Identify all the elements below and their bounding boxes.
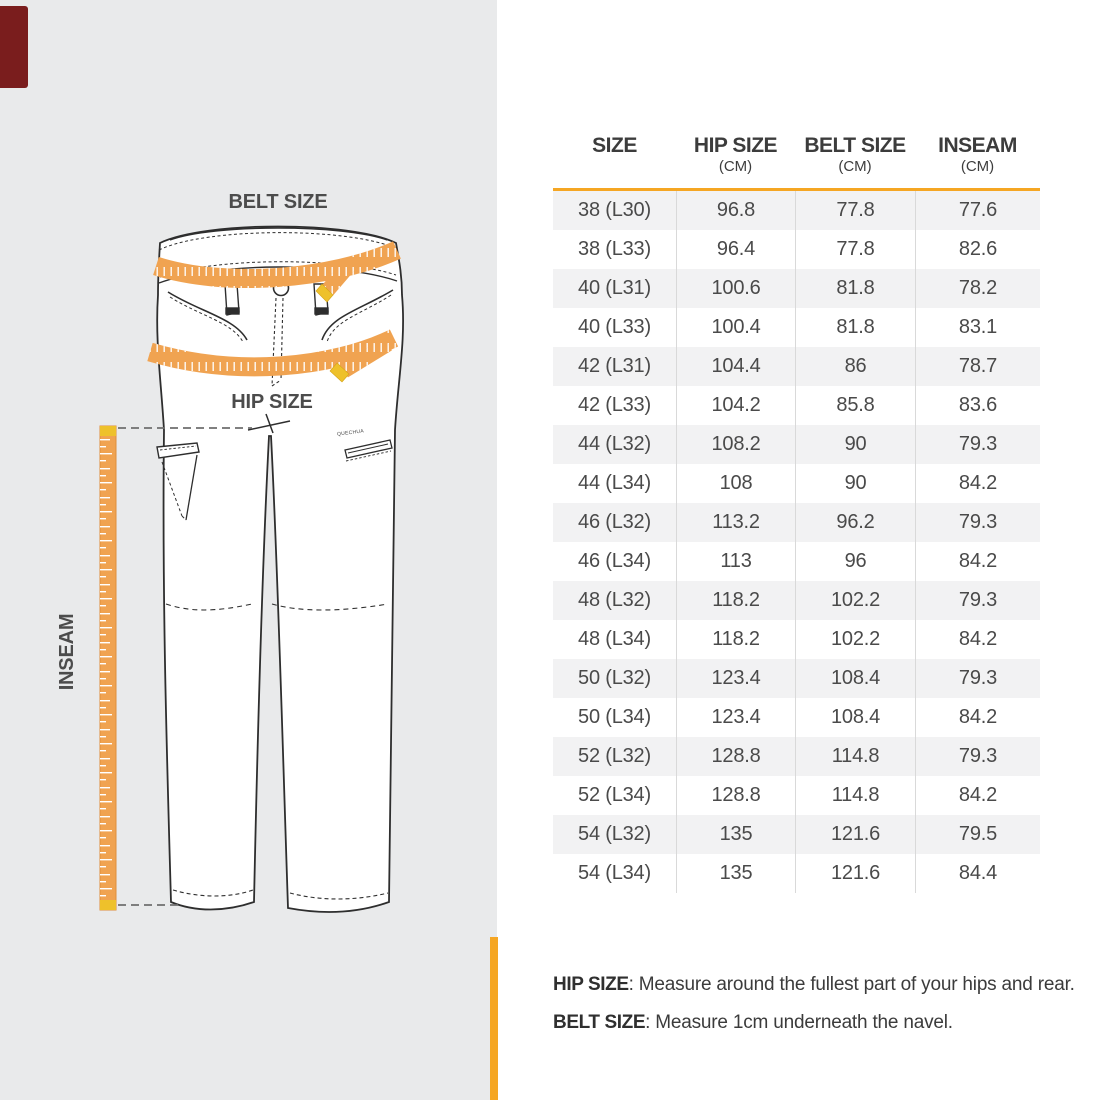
size-cell: 38 (L30) — [578, 199, 651, 221]
inseam-cell: 79.5 — [915, 815, 1040, 854]
belt-cell: 96 — [795, 542, 915, 581]
hip-cell: 135 — [676, 815, 795, 854]
belt-cell: 85.8 — [795, 386, 915, 425]
table-row — [553, 776, 1040, 815]
inseam-cell: 79.3 — [915, 425, 1040, 464]
table-body — [553, 191, 1040, 893]
table-row — [553, 581, 1040, 620]
inseam-label: INSEAM — [56, 613, 78, 691]
size-cell: 50 (L34) — [578, 706, 651, 728]
size-cell: 50 (L32) — [578, 667, 651, 689]
brand-label: QUECHUA — [336, 428, 365, 438]
inseam-cell: 78.7 — [915, 347, 1040, 386]
table-row — [553, 425, 1040, 464]
inseam-cell: 79.3 — [915, 503, 1040, 542]
hip-cell: 104.2 — [676, 386, 795, 425]
size-cell: 46 (L32) — [578, 511, 651, 533]
table-row — [553, 191, 1040, 230]
inseam-cell: 84.2 — [915, 542, 1040, 581]
size-cell: 42 (L31) — [578, 355, 651, 377]
belt-cell: 121.6 — [795, 815, 915, 854]
table-row — [553, 269, 1040, 308]
hip-cell: 135 — [676, 854, 795, 893]
inseam-cell: 82.6 — [915, 230, 1040, 269]
table-row — [553, 698, 1040, 737]
size-cell: 40 (L33) — [578, 316, 651, 338]
size-cell: 48 (L34) — [578, 628, 651, 650]
hip-cell: 104.4 — [676, 347, 795, 386]
hip-cell: 123.4 — [676, 698, 795, 737]
table-row — [553, 386, 1040, 425]
size-cell: 52 (L34) — [578, 784, 651, 806]
inseam-cell: 79.3 — [915, 659, 1040, 698]
table-header — [553, 134, 1040, 176]
belt-cell: 96.2 — [795, 503, 915, 542]
hip-cell: 118.2 — [676, 620, 795, 659]
size-table — [553, 134, 1040, 893]
footnotes — [553, 966, 1075, 1042]
belt-cell: 114.8 — [795, 776, 915, 815]
hip-cell: 96.8 — [676, 191, 795, 230]
inseam-cell: 79.3 — [915, 581, 1040, 620]
belt-cell: 108.4 — [795, 659, 915, 698]
belt-size-label: BELT SIZE — [228, 191, 328, 213]
belt-cell: 90 — [795, 464, 915, 503]
table-row — [553, 659, 1040, 698]
size-cell: 42 (L33) — [578, 394, 651, 416]
inseam-cell: 84.2 — [915, 620, 1040, 659]
hip-cell: 96.4 — [676, 230, 795, 269]
size-cell: 52 (L32) — [578, 745, 651, 767]
table-row — [553, 464, 1040, 503]
hip-cell: 113 — [676, 542, 795, 581]
corner-color-swatch — [0, 6, 28, 88]
column-header-inseam: INSEAM (CM) — [938, 134, 1017, 175]
table-row — [553, 503, 1040, 542]
belt-size-note: BELT SIZE: Measure 1cm underneath the navel. — [553, 1012, 953, 1033]
table-row — [553, 308, 1040, 347]
table-row — [553, 854, 1040, 893]
column-header-hip: HIP SIZE (CM) — [693, 134, 778, 175]
hip-size-label: HIP SIZE — [231, 391, 313, 413]
table-row — [553, 737, 1040, 776]
table-row — [553, 347, 1040, 386]
hip-cell: 118.2 — [676, 581, 795, 620]
table-row — [553, 620, 1040, 659]
belt-cell: 114.8 — [795, 737, 915, 776]
size-cell: 44 (L34) — [578, 472, 651, 494]
table-row — [553, 542, 1040, 581]
hip-cell: 108 — [676, 464, 795, 503]
belt-cell: 77.8 — [795, 230, 915, 269]
inseam-cell: 79.3 — [915, 737, 1040, 776]
size-cell: 46 (L34) — [578, 550, 651, 572]
hip-cell: 100.4 — [676, 308, 795, 347]
size-cell: 40 (L31) — [578, 277, 651, 299]
pants-diagram — [0, 0, 497, 1100]
size-cell: 54 (L34) — [578, 862, 651, 884]
hip-cell: 123.4 — [676, 659, 795, 698]
belt-cell: 108.4 — [795, 698, 915, 737]
accent-bar — [490, 937, 498, 1100]
hip-cell: 128.8 — [676, 776, 795, 815]
inseam-cell: 84.2 — [915, 464, 1040, 503]
belt-cell: 77.8 — [795, 191, 915, 230]
belt-cell: 102.2 — [795, 620, 915, 659]
inseam-cell: 84.2 — [915, 698, 1040, 737]
size-cell: 48 (L32) — [578, 589, 651, 611]
belt-cell: 90 — [795, 425, 915, 464]
inseam-cell: 84.4 — [915, 854, 1040, 893]
pants-outline — [157, 227, 403, 912]
belt-cell: 102.2 — [795, 581, 915, 620]
table-row — [553, 815, 1040, 854]
size-cell: 38 (L33) — [578, 238, 651, 260]
inseam-cell: 83.6 — [915, 386, 1040, 425]
belt-cell: 81.8 — [795, 308, 915, 347]
belt-cell: 86 — [795, 347, 915, 386]
size-cell: 54 (L32) — [578, 823, 651, 845]
inseam-cell: 83.1 — [915, 308, 1040, 347]
inseam-cell: 77.6 — [915, 191, 1040, 230]
table-row — [553, 230, 1040, 269]
hip-cell: 100.6 — [676, 269, 795, 308]
hip-cell: 128.8 — [676, 737, 795, 776]
hip-cell: 113.2 — [676, 503, 795, 542]
column-header-belt: BELT SIZE (CM) — [804, 134, 906, 175]
inseam-cell: 84.2 — [915, 776, 1040, 815]
belt-cell: 121.6 — [795, 854, 915, 893]
size-cell: 44 (L32) — [578, 433, 651, 455]
hip-size-note: HIP SIZE: Measure around the fullest part of your hips and rear. — [553, 974, 1075, 995]
belt-cell: 81.8 — [795, 269, 915, 308]
inseam-cell: 78.2 — [915, 269, 1040, 308]
column-header-size: SIZE — [592, 134, 637, 157]
hip-cell: 108.2 — [676, 425, 795, 464]
